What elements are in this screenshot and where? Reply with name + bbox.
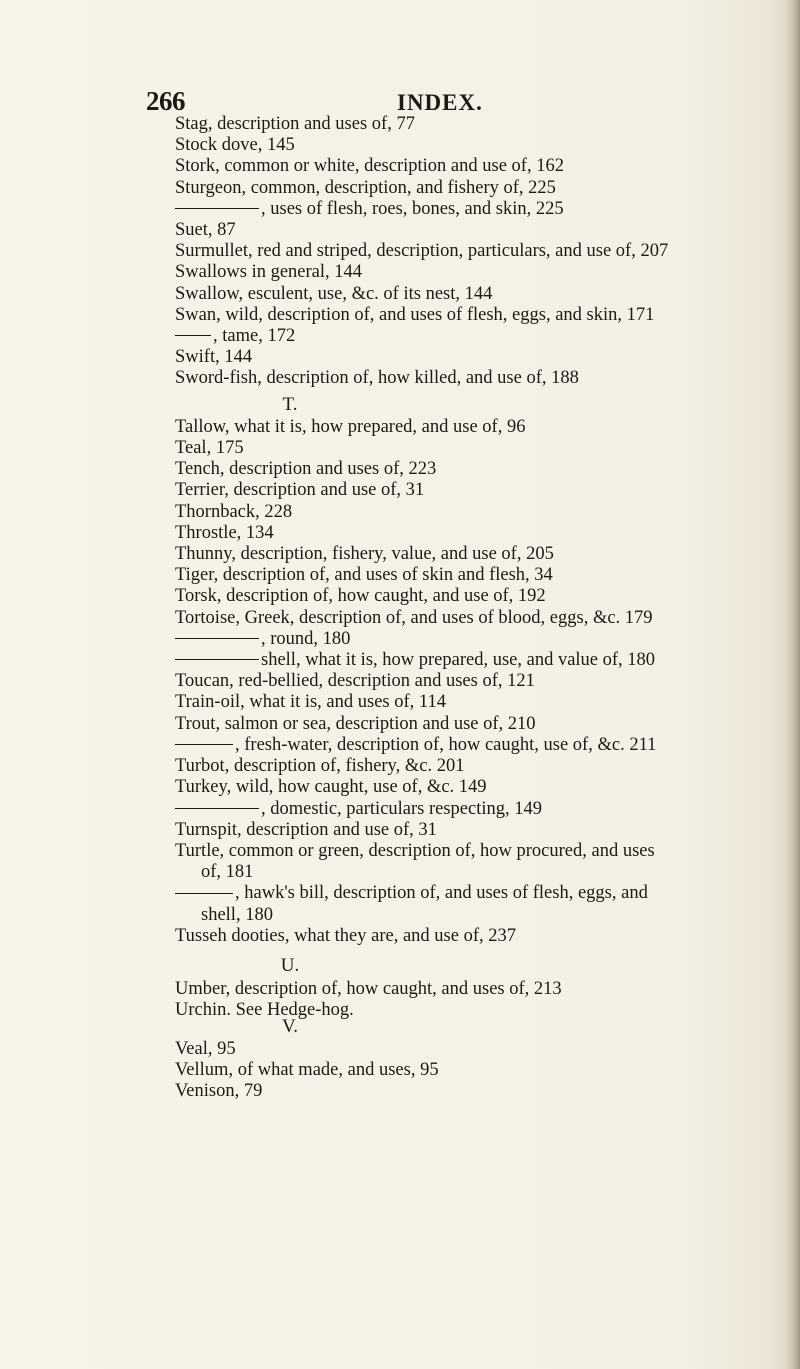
running-head: INDEX.: [397, 90, 483, 115]
index-entry-text: Stag, description and uses of, 77: [175, 114, 415, 134]
index-entry: [175, 417, 775, 438]
index-entry-text: , uses of flesh, roes, bones, and skin, 225: [261, 198, 564, 219]
index-entry: [175, 777, 775, 798]
index-entry: [175, 1060, 775, 1081]
index-entry-text: Umber, description of, how caught, and uses of, 213: [175, 979, 562, 1000]
index-entry-continuation: [175, 862, 775, 883]
index-entry-text: Vellum, of what made, and uses, 95: [175, 1059, 439, 1080]
index-entry-text: Turtle, common or green, description of, how procured, and uses: [175, 840, 655, 861]
index-entry: [175, 671, 775, 692]
index-entry: [175, 586, 775, 607]
index-entry-text: Train-oil, what it is, and uses of, 114: [175, 692, 446, 713]
ditto-dash: [175, 335, 211, 336]
ditto-dash: [175, 208, 259, 209]
index-entry: [175, 523, 775, 544]
index-entry-text: Teal, 175: [175, 438, 244, 459]
index-entry-text: Trout, salmon or sea, description and use of, 210: [175, 713, 536, 734]
index-subentry: [175, 883, 775, 904]
index-section-s: [175, 114, 775, 390]
index-entry-text: Turbot, description of, fishery, &c. 201: [175, 756, 465, 777]
index-entry: [175, 841, 775, 862]
index-subentry: [175, 629, 775, 650]
index-entry: [175, 480, 775, 501]
index-entry: [175, 135, 775, 156]
index-entry-text: Tiger, description of, and uses of skin and flesh, 34: [175, 565, 553, 586]
index-entry-text: , tame, 172: [213, 326, 296, 347]
index-entry-text: , fresh-water, description of, how caught, use of, &c. 211: [235, 734, 657, 755]
index-entry: [175, 305, 775, 326]
index-entry: [175, 820, 775, 841]
index-entry: [175, 756, 775, 777]
index-entry: [175, 979, 775, 1000]
index-entry: [175, 156, 775, 177]
index-entry: [175, 114, 775, 135]
index-entry-continuation: [175, 905, 775, 926]
index-entry-text: Toucan, red-bellied, description and uses of, 121: [175, 671, 535, 692]
index-entry: [175, 1039, 775, 1060]
ditto-dash: [175, 893, 233, 894]
index-entry: [175, 438, 775, 459]
index-entry-text: Tench, description and uses of, 223: [175, 459, 437, 480]
index-entry-text: Stock dove, 145: [175, 135, 295, 156]
page-edge-shadow: [786, 0, 800, 1369]
index-entry-text: Turkey, wild, how caught, use of, &c. 149: [175, 777, 487, 798]
index-entry-text: Swallows in general, 144: [175, 262, 363, 283]
index-entry: [175, 926, 775, 947]
index-entry: [175, 284, 775, 305]
index-entry: [175, 608, 775, 629]
index-entry: [175, 714, 775, 735]
section-letter-u: U.: [280, 954, 300, 976]
index-list: [175, 114, 775, 1102]
index-subentry: [175, 735, 775, 756]
index-entry-text: Swan, wild, description of, and uses of flesh, eggs, and skin, 171: [175, 304, 655, 325]
index-entry-text: Veal, 95: [175, 1038, 236, 1059]
index-entry-text: Swallow, esculent, use, &c. of its nest, 144: [175, 283, 493, 304]
index-entry: [175, 502, 775, 523]
index-entry-text: shell, 180: [201, 904, 273, 925]
index-entry: [175, 241, 775, 262]
index-entry-text: Sturgeon, common, description, and fishery of, 225: [175, 177, 556, 198]
ditto-dash: [175, 808, 259, 809]
index-entry-text: Urchin. See Hedge-hog.: [175, 1000, 354, 1021]
index-entry: [175, 178, 775, 199]
index-entry-text: Surmullet, red and striped, description, particulars, and use of, 207: [175, 241, 669, 262]
index-entry-text: Tusseh dooties, what they are, and use of, 237: [175, 925, 517, 946]
ditto-dash: [175, 638, 259, 639]
index-subentry: [175, 326, 775, 347]
ditto-dash: [175, 744, 233, 745]
index-entry-text: Venison, 79: [175, 1081, 263, 1102]
index-entry-text: Terrier, description and use of, 31: [175, 480, 425, 501]
index-entry-text: Torsk, description of, how caught, and use of, 192: [175, 586, 546, 607]
index-entry-text: shell, what it is, how prepared, use, and value of, 180: [261, 650, 656, 671]
index-entry: [175, 565, 775, 586]
section-letter-t: T.: [282, 393, 298, 415]
section-letter-v: V.: [281, 1015, 299, 1037]
index-entry-text: , round, 180: [261, 628, 351, 649]
index-entry-text: Swift, 144: [175, 347, 253, 368]
index-entry-text: Tallow, what it is, how prepared, and use of, 96: [175, 416, 526, 437]
index-entry-text: Sword-fish, description of, how killed, and use of, 188: [175, 368, 579, 389]
index-entry-text: Thunny, description, fishery, value, and use of, 205: [175, 544, 554, 565]
index-subentry: [175, 650, 775, 671]
index-entry: [175, 459, 775, 480]
ditto-dash: [175, 659, 259, 660]
index-entry-text: Tortoise, Greek, description of, and uses of blood, eggs, &c. 179: [175, 607, 653, 628]
index-entry-text: Turnspit, description and use of, 31: [175, 819, 437, 840]
index-section-u: [175, 979, 775, 1021]
page-number: 266: [146, 86, 185, 116]
index-entry-text: of, 181: [201, 862, 254, 883]
index-entry-text: Thornback, 228: [175, 501, 293, 522]
index-subentry: [175, 199, 775, 220]
index-entry-text: Stork, common or white, description and use of, 162: [175, 156, 564, 177]
index-entry-text: , domestic, particulars respecting, 149: [261, 798, 543, 819]
index-section-v: [175, 1039, 775, 1103]
index-entry: [175, 347, 775, 368]
index-subentry: [175, 799, 775, 820]
index-section-t: [175, 417, 775, 947]
index-entry: [175, 692, 775, 713]
index-entry: [175, 1081, 775, 1102]
index-entry: [175, 1000, 775, 1021]
index-entry-text: , hawk's bill, description of, and uses of flesh, eggs, and: [235, 883, 648, 904]
index-entry-text: Suet, 87: [175, 220, 236, 241]
index-entry-text: Throstle, 134: [175, 522, 274, 543]
index-entry: [175, 262, 775, 283]
index-entry: [175, 220, 775, 241]
index-entry: [175, 368, 775, 389]
index-entry: [175, 544, 775, 565]
